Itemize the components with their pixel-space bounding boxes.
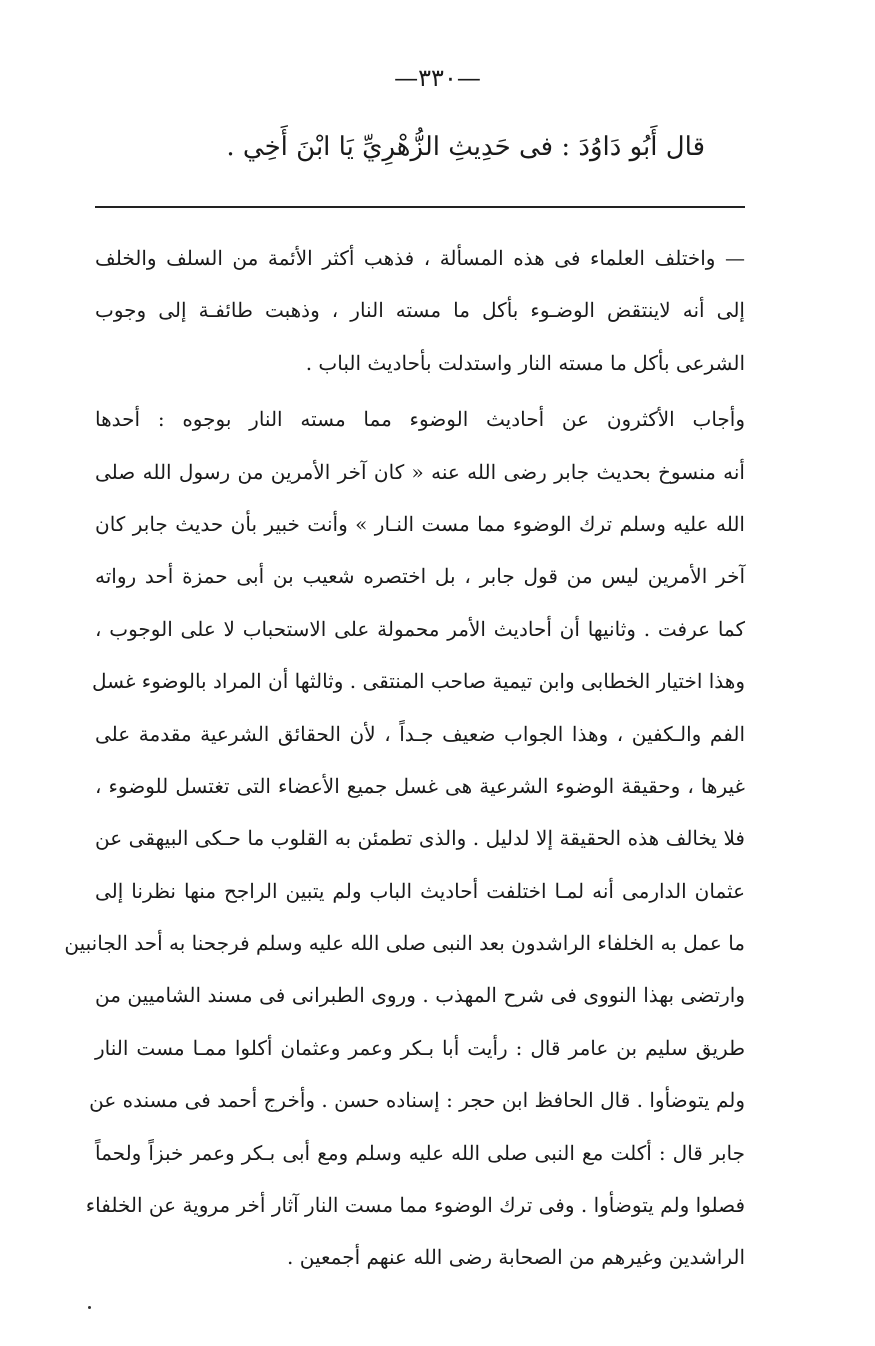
text-line: ولم يتوضأوا . قال الحافظ ابن حجر : إسناده حسن . وأخرج أحمد فى مسنده عن	[89, 1088, 745, 1113]
page-number: —٣٣٠—	[394, 64, 481, 92]
text-line: طريق سليم بن عامر قال : رأيت أبا بـكر وعمر وعثمان أكلوا ممـا مست النار	[95, 1035, 745, 1060]
text-line: أنه منسوخ بحديث جابر رضى الله عنه « كان آخر الأمرين من رسول الله صلى	[95, 459, 745, 484]
text-line: فلا يخالف هذه الحقيقة إلا لدليل . والذى تطمئن به القلوب ما حـكى البيهقى عن	[95, 826, 745, 851]
text-line: جابر قال : أكلت مع النبى صلى الله عليه وسلم ومع أبى بـكر وعمر خبزاً ولحماً	[95, 1140, 745, 1165]
text-line: كما عرفت . وثانيها أن أحاديث الأمر محمولة على الاستحباب لا على الوجوب ،	[95, 616, 745, 641]
text-line: — واختلف العلماء فى هذه المسألة ، فذهب أكثر الأئمة من السلف والخلف	[95, 246, 745, 270]
text-line: غيرها ، وحقيقة الوضوء الشرعية هى غسل جميع الأعضاء التى تغتسل للوضوء ،	[95, 773, 745, 798]
text-line: إلى أنه لاينتقض الوضـوء بأكل ما مسته النار ، وذهبت طائفـة إلى وجوب	[95, 298, 745, 323]
text-line: الراشدين وغيرهم من الصحابة رضى الله عنهم أجمعين .	[287, 1245, 745, 1270]
separator-rule	[95, 206, 745, 208]
text-line: وأجاب الأكثرون عن أحاديث الوضوء مما مسته النار بوجوه : أحدها	[95, 407, 745, 432]
commentary-text	[64, 236, 745, 1288]
text-line: الشرعى بأكل ما مسته النار واستدلت بأحاديث الباب .	[305, 350, 745, 375]
text-line: وهذا اختيار الخطابى وابن تيمية صاحب المنتقى . وثالثها أن المراد بالوضوء غسل	[92, 669, 745, 694]
text-line: الفم والـكفين ، وهذا الجواب ضعيف جـداً ، لأن الحقائق الشرعية مقدمة على	[95, 721, 745, 746]
text-line: فصلوا ولم يتوضأوا . وفى ترك الوضوء مما مست النار آثار أخر مروية عن الخلفاء	[85, 1193, 745, 1218]
text-line: الله عليه وسلم ترك الوضوء مما مست النـار » وأنت خبير بأن حديث جابر كان	[95, 511, 745, 536]
ink-speck	[88, 1306, 91, 1309]
hadith-header: قال أَبُو دَاوُدَ : فى حَدِيثِ الزُّهْرِيِّ يَا ابْنَ أَخِي .	[226, 132, 705, 162]
text-line: ما عمل به الخلفاء الراشدون بعد النبى صلى الله عليه وسلم فرجحنا به أحد الجانبين	[64, 931, 745, 956]
text-line: وارتضى بهذا النووى فى شرح المهذب . وروى الطبرانى فى مسند الشاميين من	[95, 983, 745, 1008]
text-line: عثمان الدارمى أنه لمـا اختلفت أحاديث الباب ولم يتبين الراجح منها نظرنا إلى	[95, 878, 745, 903]
text-line: آخر الأمرين ليس من قول جابر ، بل اختصره شعيب بن أبى حمزة أحد رواته	[95, 564, 745, 589]
